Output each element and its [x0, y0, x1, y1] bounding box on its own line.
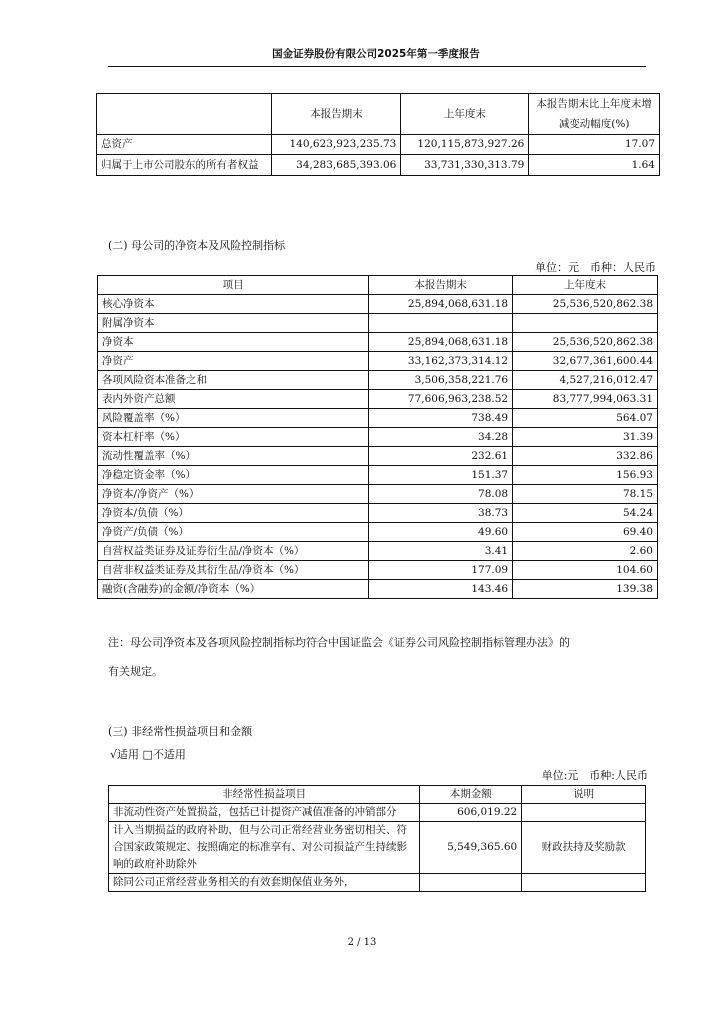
- prior-value: 78.15: [513, 485, 658, 504]
- header-cell-empty: [97, 94, 272, 135]
- current-value: 140,623,923,235.73: [272, 135, 401, 155]
- table-row: [109, 874, 646, 892]
- table-row: [98, 409, 658, 428]
- table-row: [98, 485, 658, 504]
- prior-value: 104.60: [513, 561, 658, 580]
- row-label: 总资产: [97, 135, 272, 155]
- row-label: 附属净资本: [98, 314, 369, 333]
- table-row: [98, 390, 658, 409]
- table-row: [98, 371, 658, 390]
- row-label: 融资(含融券)的金额/净资本（%）: [98, 580, 369, 599]
- non-recurring-table: [108, 785, 646, 892]
- current-value: 151.37: [369, 466, 513, 485]
- prior-value: 31.39: [513, 428, 658, 447]
- row-label: 净资产: [98, 352, 369, 371]
- amount-value: 5,549,365.60: [420, 822, 522, 874]
- row-label: 净资产/负债（%）: [98, 523, 369, 542]
- current-value: 25,894,068,631.18: [369, 333, 513, 352]
- table-header-row: [97, 94, 660, 135]
- header-cell-note: 说明: [522, 786, 646, 804]
- table-row: [98, 542, 658, 561]
- report-header: 国金证券股份有限公司2025年第一季度报告: [272, 48, 480, 60]
- applicable-checkbox-text: √适用 □不适用: [110, 748, 186, 761]
- row-label: 各项风险资本准备之和: [98, 371, 369, 390]
- prior-value: 32,677,361,600.44: [513, 352, 658, 371]
- page-number: 2 / 13: [347, 937, 377, 948]
- current-value: 3.41: [369, 542, 513, 561]
- current-value: 143.46: [369, 580, 513, 599]
- current-value: 49.60: [369, 523, 513, 542]
- row-label: 资本杠杆率（%）: [98, 428, 369, 447]
- change-value: 1.64: [529, 155, 660, 176]
- amount-value: [420, 874, 522, 892]
- net-capital-table: [97, 275, 658, 599]
- current-value: 33,162,373,314.12: [369, 352, 513, 371]
- prior-value: 25,536,520,862.38: [513, 333, 658, 352]
- table-header-row: [98, 276, 658, 295]
- prior-value: 139.38: [513, 580, 658, 599]
- current-value: 34.28: [369, 428, 513, 447]
- prior-value: 4,527,216,012.47: [513, 371, 658, 390]
- current-value: 232.61: [369, 447, 513, 466]
- section3-unit: 单位:元 币种:人民币: [541, 769, 648, 782]
- prior-value: [513, 314, 658, 333]
- table-row: [98, 428, 658, 447]
- current-value: 38.73: [369, 504, 513, 523]
- note-value: [522, 874, 646, 892]
- amount-value: 606,019.22: [420, 804, 522, 822]
- table-row: [109, 804, 646, 822]
- current-value: 77,606,963,238.52: [369, 390, 513, 409]
- current-value: 34,283,685,393.06: [272, 155, 401, 176]
- row-label: 净稳定资金率（%）: [98, 466, 369, 485]
- header-cell-prior: 上年度末: [513, 276, 658, 295]
- table-row: [98, 466, 658, 485]
- table-row: [98, 333, 658, 352]
- header-cell-item: 项目: [98, 276, 369, 295]
- table-row: [98, 523, 658, 542]
- current-value: 738.49: [369, 409, 513, 428]
- row-label: 计入当期损益的政府补助，但与公司正常经营业务密切相关、符合国家政策规定、按照确定的标准享有、对公司损益产生持续影响的政府补助除外: [109, 822, 420, 874]
- table-header-row: [109, 786, 646, 804]
- prior-value: 332.86: [513, 447, 658, 466]
- balance-summary-table: [96, 93, 660, 176]
- row-label: 流动性覆盖率（%）: [98, 447, 369, 466]
- table-row: [98, 561, 658, 580]
- row-label: 自营权益类证券及证券衍生品/净资本（%）: [98, 542, 369, 561]
- table-row: [98, 447, 658, 466]
- section2-unit: 单位：元 币种：人民币: [535, 261, 656, 274]
- table-row: [98, 580, 658, 599]
- header-cell-current: 本报告期末: [369, 276, 513, 295]
- current-value: 25,894,068,631.18: [369, 295, 513, 314]
- current-value: 177.09: [369, 561, 513, 580]
- prior-value: 25,536,520,862.38: [513, 295, 658, 314]
- row-label: 净资本: [98, 333, 369, 352]
- row-label: 表内外资产总额: [98, 390, 369, 409]
- table-row: [97, 135, 660, 155]
- table-row: [98, 295, 658, 314]
- row-label: 归属于上市公司股东的所有者权益: [97, 155, 272, 176]
- table-row: [98, 504, 658, 523]
- section2-title: (二) 母公司的净资本及风险控制指标: [108, 239, 286, 252]
- header-cell-change: 本报告期末比上年度末增减变动幅度(%): [529, 94, 660, 135]
- note-line-2: 有关规定。: [108, 665, 163, 678]
- table-row: [97, 155, 660, 176]
- table-row: [98, 352, 658, 371]
- row-label: 风险覆盖率（%）: [98, 409, 369, 428]
- row-label: 自营非权益类证券及其衍生品/净资本（%）: [98, 561, 369, 580]
- header-cell-current: 本报告期末: [272, 94, 401, 135]
- note-line-1: 注：母公司净资本及各项风险控制指标均符合中国证监会《证券公司风险控制指标管理办法》的: [108, 636, 570, 649]
- prior-value: 156.93: [513, 466, 658, 485]
- header-cell-amount: 本期金额: [420, 786, 522, 804]
- change-value: 17.07: [529, 135, 660, 155]
- row-label: 净资本/负债（%）: [98, 504, 369, 523]
- row-label: 除同公司正常经营业务相关的有效套期保值业务外，: [109, 874, 420, 892]
- current-value: 3,506,358,221.76: [369, 371, 513, 390]
- header-divider: [108, 66, 646, 67]
- current-value: [369, 314, 513, 333]
- header-cell-item: 非经常性损益项目: [109, 786, 420, 804]
- prior-value: 120,115,873,927.26: [401, 135, 529, 155]
- row-label: 非流动性资产处置损益，包括已计提资产减值准备的冲销部分: [109, 804, 420, 822]
- prior-value: 564.07: [513, 409, 658, 428]
- header-cell-prior: 上年度末: [401, 94, 529, 135]
- row-label: 净资本/净资产（%）: [98, 485, 369, 504]
- section3-title: (三) 非经常性损益项目和金额: [108, 725, 253, 738]
- prior-value: 69.40: [513, 523, 658, 542]
- current-value: 78.08: [369, 485, 513, 504]
- prior-value: 83,777,994,063.31: [513, 390, 658, 409]
- row-label: 核心净资本: [98, 295, 369, 314]
- prior-value: 33,731,330,313.79: [401, 155, 529, 176]
- prior-value: 54.24: [513, 504, 658, 523]
- table-row: [98, 314, 658, 333]
- prior-value: 2.60: [513, 542, 658, 561]
- note-value: 财政扶持及奖励款: [522, 822, 646, 874]
- table-row: [109, 822, 646, 874]
- note-value: [522, 804, 646, 822]
